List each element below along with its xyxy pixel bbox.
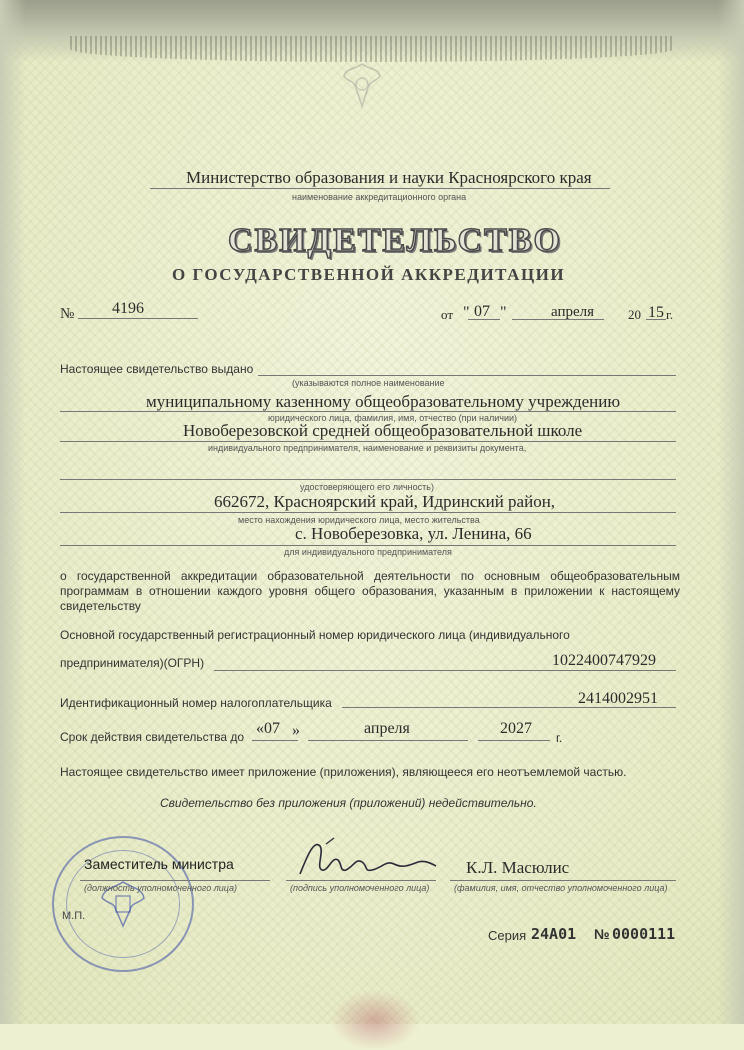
authority-caption: наименование аккредитационного органа	[292, 192, 467, 202]
validity-day: «07	[256, 720, 280, 737]
issued-underline-5	[60, 545, 676, 546]
issued-caption-4: удостоверяющего его личность)	[300, 482, 434, 492]
series-label: Серия	[488, 928, 527, 943]
validity-unit: г.	[556, 731, 563, 745]
issued-caption-3: индивидуального предпринимателя, наименование и реквизиты документа,	[208, 443, 527, 453]
guilloche-frame-top	[0, 0, 744, 62]
signature-caption: (подпись уполномоченного лица)	[290, 883, 430, 893]
date-prefix: от	[441, 307, 454, 322]
date-year-prefix: 20	[628, 307, 641, 322]
number-label: №	[60, 306, 75, 322]
date-day-close: "	[500, 304, 507, 321]
series-value: 24А01	[531, 925, 577, 943]
date-day-open: "	[463, 304, 470, 321]
date-month-underline	[512, 319, 604, 320]
validity-year-underline	[478, 740, 550, 741]
ogrn-label-1: Основной государственный регистрационный номер юридического лица (индивидуального	[60, 628, 570, 642]
issued-org-line-1: муниципальному казенному общеобразовательному учреждению	[146, 392, 621, 411]
issued-underline-3	[60, 479, 676, 480]
guilloche-frame-left	[0, 0, 26, 1024]
ogrn-value: 1022400747929	[552, 652, 656, 669]
ogrn-label-2: предпринимателя)(ОГРН)	[60, 656, 205, 670]
issued-org-line-2: Новоберезовской средней общеобразовательной школе	[183, 421, 583, 440]
signatory-position: Заместитель министра	[84, 856, 234, 872]
validity-year: 2027	[500, 720, 532, 737]
validity-day-underline	[252, 740, 298, 741]
validity-day-close: »	[292, 722, 300, 739]
validity-month: апреля	[364, 720, 410, 737]
date-year: 15	[648, 304, 664, 321]
issued-underline-1	[60, 411, 676, 412]
name-underline	[450, 880, 676, 881]
appendix-text: Настоящее свидетельство имеет приложение (приложения), являющееся его неотъемлемой частью.	[60, 765, 627, 779]
handwritten-signature	[290, 834, 440, 884]
validity-month-underline	[308, 740, 468, 741]
series-number: 0000111	[612, 925, 676, 943]
signature-underline	[286, 880, 436, 881]
issued-underline-0	[258, 375, 676, 376]
bottom-seal-mark	[330, 990, 420, 1050]
seal-place-mark: М.П.	[62, 910, 86, 922]
date-year-unit: г.	[666, 307, 674, 322]
date-day-underline	[468, 319, 500, 320]
issued-underline-4	[60, 512, 676, 513]
issued-caption-5: место нахождения юридического лица, место жительства	[238, 515, 480, 525]
certificate-number: 4196	[112, 300, 144, 317]
validity-label: Срок действия свидетельства до	[60, 730, 245, 744]
date-month: апреля	[551, 304, 595, 320]
authority-name: Министерство образования и науки Красноярского края	[186, 168, 592, 187]
issued-address-line-2: с. Новоберезовка, ул. Ленина, 66	[295, 524, 532, 543]
date-day: 07	[474, 303, 490, 320]
position-caption: (должность уполномоченного лица)	[84, 883, 238, 893]
issued-underline-2	[60, 441, 676, 442]
document-subtitle: О ГОСУДАРСТВЕННОЙ АККРЕДИТАЦИИ	[172, 265, 566, 284]
issued-address-line-1: 662672, Красноярский край, Идринский район,	[214, 492, 556, 511]
ogrn-underline	[214, 670, 676, 671]
name-caption: (фамилия, имя, отчество уполномоченного лица)	[454, 883, 668, 893]
date-year-underline	[646, 319, 666, 320]
warning-text: Свидетельство без приложения (приложений) недействительно.	[160, 796, 537, 810]
issued-caption-2: юридического лица, фамилия, имя, отчество (при наличии)	[268, 413, 518, 423]
inn-label: Идентификационный номер налогоплательщика	[60, 696, 332, 710]
issued-caption-1: (указываются полное наименование	[292, 378, 445, 388]
series-number-label: №	[594, 926, 610, 942]
authority-underline	[150, 188, 610, 189]
accreditation-text: о государственной аккредитации образовательной деятельности по основным общеобразовательным программам в отношении каждого уровня общего образования, указанным в приложении к настоящему свидетельству	[60, 569, 680, 613]
position-underline	[80, 880, 270, 881]
signatory-name: К.Л. Масюлис	[466, 858, 570, 877]
guilloche-frame-right	[718, 0, 744, 1024]
coat-of-arms-icon	[340, 60, 384, 110]
number-underline	[78, 318, 198, 319]
document-title: СВИДЕТЕЛЬСТВО	[228, 222, 562, 259]
inn-value: 2414002951	[578, 690, 658, 707]
issued-label: Настоящее свидетельство выдано	[60, 362, 254, 376]
issued-caption-6: для индивидуального предпринимателя	[284, 547, 452, 557]
